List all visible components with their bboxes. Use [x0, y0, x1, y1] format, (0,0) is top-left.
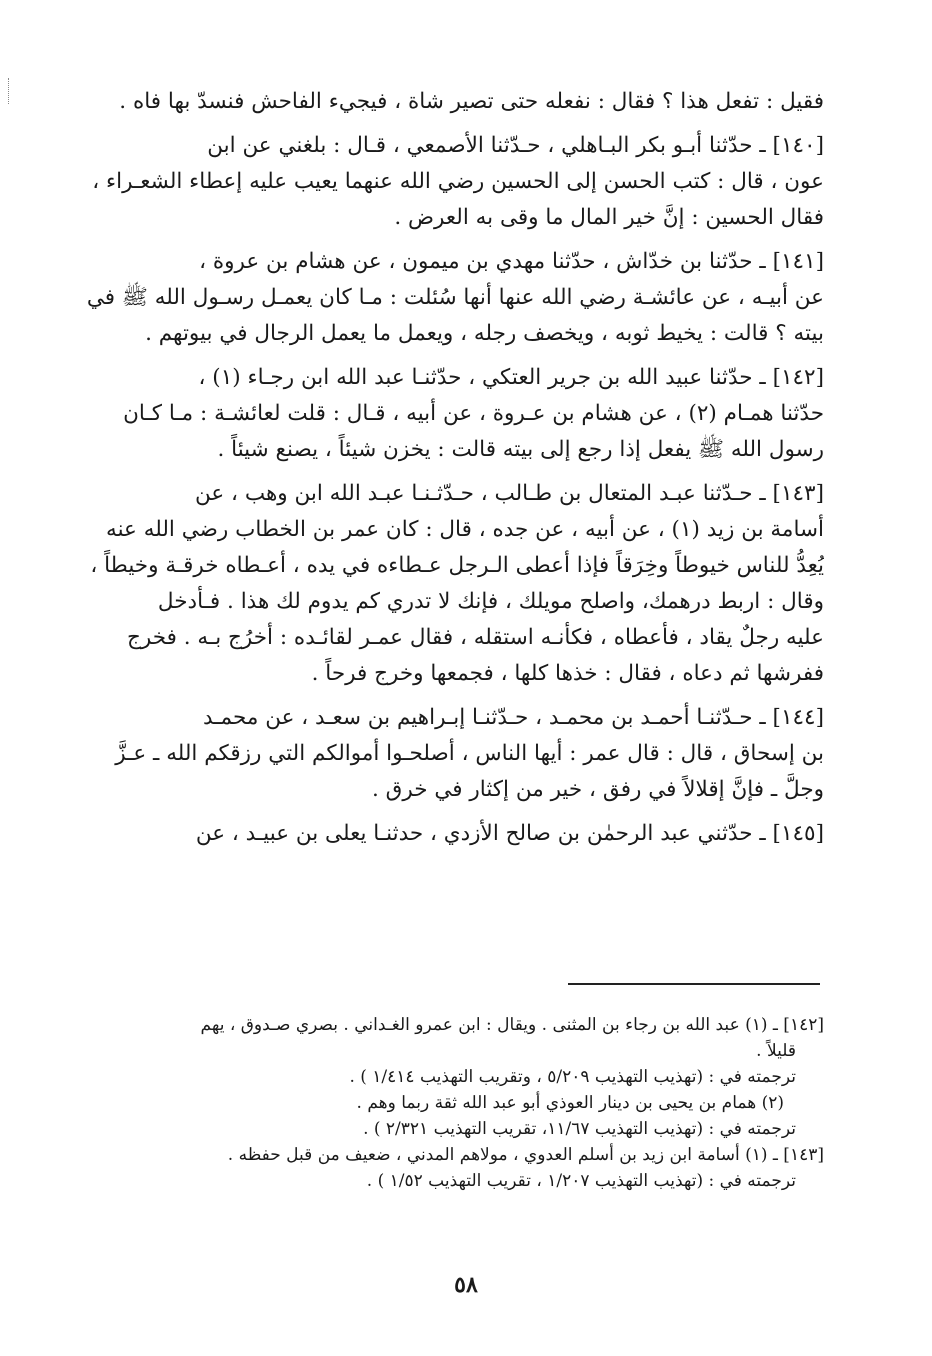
- paragraph-143: [76, 476, 824, 692]
- text-line: بيته ؟ قالت : يخيط ثوبه ، ويخصف رجله ، ويعمل ما يعمل الرجال في بيوتهم .: [145, 321, 824, 346]
- paragraph-145: [76, 816, 824, 852]
- paragraph-142: [76, 360, 824, 468]
- text-line: عليه رجلٌ يقاد ، فأعطاه ، فكأنـه استقله ، فقال عمـر لقائـده : أخرُج بـه . فخرج: [126, 625, 824, 650]
- text-line: فقال الحسين : إنَّ خير المال ما وقى به العرض .: [394, 205, 824, 230]
- text-line: وجلَّ ـ فإنَّ إقلالاً في رفق ، خير من إكثار في خرق .: [372, 777, 824, 802]
- paragraph-141: [76, 244, 824, 352]
- text-line: وقال : اربط درهمك، واصلح مويلك ، فإنك لا تدري كم يدوم لك هذا . فـأدخل: [157, 589, 824, 614]
- paragraph-144: [76, 700, 824, 808]
- text-line: يُعِدُّ للناس خيوطاً وخِرَقاً فإذا أعطى الـرجل عـطاءه في يده ، أعـطاه خرقـة وخيطاً ،: [90, 553, 824, 578]
- footnote-142-1-ref: ترجمته في : (تهذيب التهذيب ٥/٢٠٩ ، وتقريب التهذيب ١/٤١٤ ) .: [349, 1067, 796, 1087]
- text-line: [١٤٠] ـ حدّثنا أبـو بكر البـاهلي ، حـدّثنا الأصمعي ، قـال : بلغني عن ابن: [207, 133, 824, 158]
- text-line: عن أبيـه ، عن عائشـة رضي الله عنها أنها سُئلت : مـا كان يعمـل رسـول الله ﷺ في: [86, 285, 824, 310]
- margin-mark: [8, 78, 11, 104]
- text-line: أسامة بن زيد (١) ، عن أبيه ، عن جده ، قال : كان عمر بن الخطاب رضي الله عنه: [106, 517, 824, 542]
- main-text: [76, 84, 824, 860]
- paragraph-140: [76, 128, 824, 236]
- page-number: ٥٨: [454, 1272, 478, 1298]
- paragraph-intro: [76, 84, 824, 120]
- text-line: [١٤٤] ـ حـدّثنـا أحمـد بن محمـد ، حـدّثنـا إبـراهيم بن سعـد ، عن محمـد: [202, 705, 824, 730]
- footnote-143-1-ref: ترجمته في : (تهذيب التهذيب ١/٢٠٧ ، تقريب التهذيب ١/٥٢ ) .: [366, 1171, 796, 1191]
- footnote-divider: [568, 983, 820, 985]
- footnote-142-1: [١٤٢] ـ (١) عبد الله بن رجاء بن المثنى . ويقال : ابن عمرو الغـداني . بصري صـدوق ، يهم: [200, 1015, 824, 1035]
- text-line: فقيل : تفعل هذا ؟ فقال : نفعله حتى تصير شاة ، فيجيء الفاحش فنسدّ بها فاه .: [119, 89, 824, 114]
- footnotes: [76, 1012, 824, 1194]
- text-line: [١٤٥] ـ حدّثني عبد الرحمٰن بن صالح الأزدي ، حدثنـا يعلى بن عبيـد ، عن: [195, 821, 824, 846]
- footnote-142-2-ref: ترجمته في : (تهذيب التهذيب ١١/٦٧، تقريب التهذيب ٢/٣٢١ ) .: [363, 1119, 796, 1139]
- footnote-142-1-cont: قليلاً .: [756, 1041, 796, 1061]
- text-line: حدّثنا همـام (٢) ، عن هشام بن عـروة ، عن أبيه ، قـال : قلت لعائشـة : مـا كـان: [123, 401, 824, 426]
- text-line: بن إسحاق ، قال : قال عمر : أيها الناس ، أصلحـوا أموالكم التي رزقكم الله ـ عـزَّ: [115, 741, 824, 766]
- footnote-142-2: (٢) همام بن يحيى بن دينار العوذي أبو عبد الله ثقة ربما وهم .: [356, 1093, 784, 1113]
- text-line: عون ، قال : كتب الحسن إلى الحسين رضي الله عنهما يعيب عليه إعطاء الشعـراء ،: [92, 169, 824, 194]
- text-line: [١٤٣] ـ حـدّثنا عبـد المتعال بن طـالب ، حـدّثـنـا عبـد الله ابن وهب ، عن: [195, 481, 824, 506]
- text-line: ففرشها ثم دعاه ، فقال : خذها كلها ، فجمعها وخرج فرحاً .: [311, 661, 824, 686]
- text-line: رسول الله ﷺ يفعل إذا رجع إلى بيته قالت : يخزن شيئاً ، يصنع شيئاً .: [217, 437, 824, 462]
- text-line: [١٤٢] ـ حدّثنا عبيد الله بن جرير العتكي ، حدّثنـا عبد الله ابن رجـاء (١) ،: [198, 365, 824, 390]
- footnote-143-1: [١٤٣] ـ (١) أسامة ابن زيد بن أسلم العدوي ، مولاهم المدني ، ضعيف من قبل حفظه .: [227, 1145, 824, 1165]
- text-line: [١٤١] ـ حدّثنا بن خدّاش ، حدّثنا مهدي بن ميمون ، عن هشام بن عروة ،: [199, 249, 824, 274]
